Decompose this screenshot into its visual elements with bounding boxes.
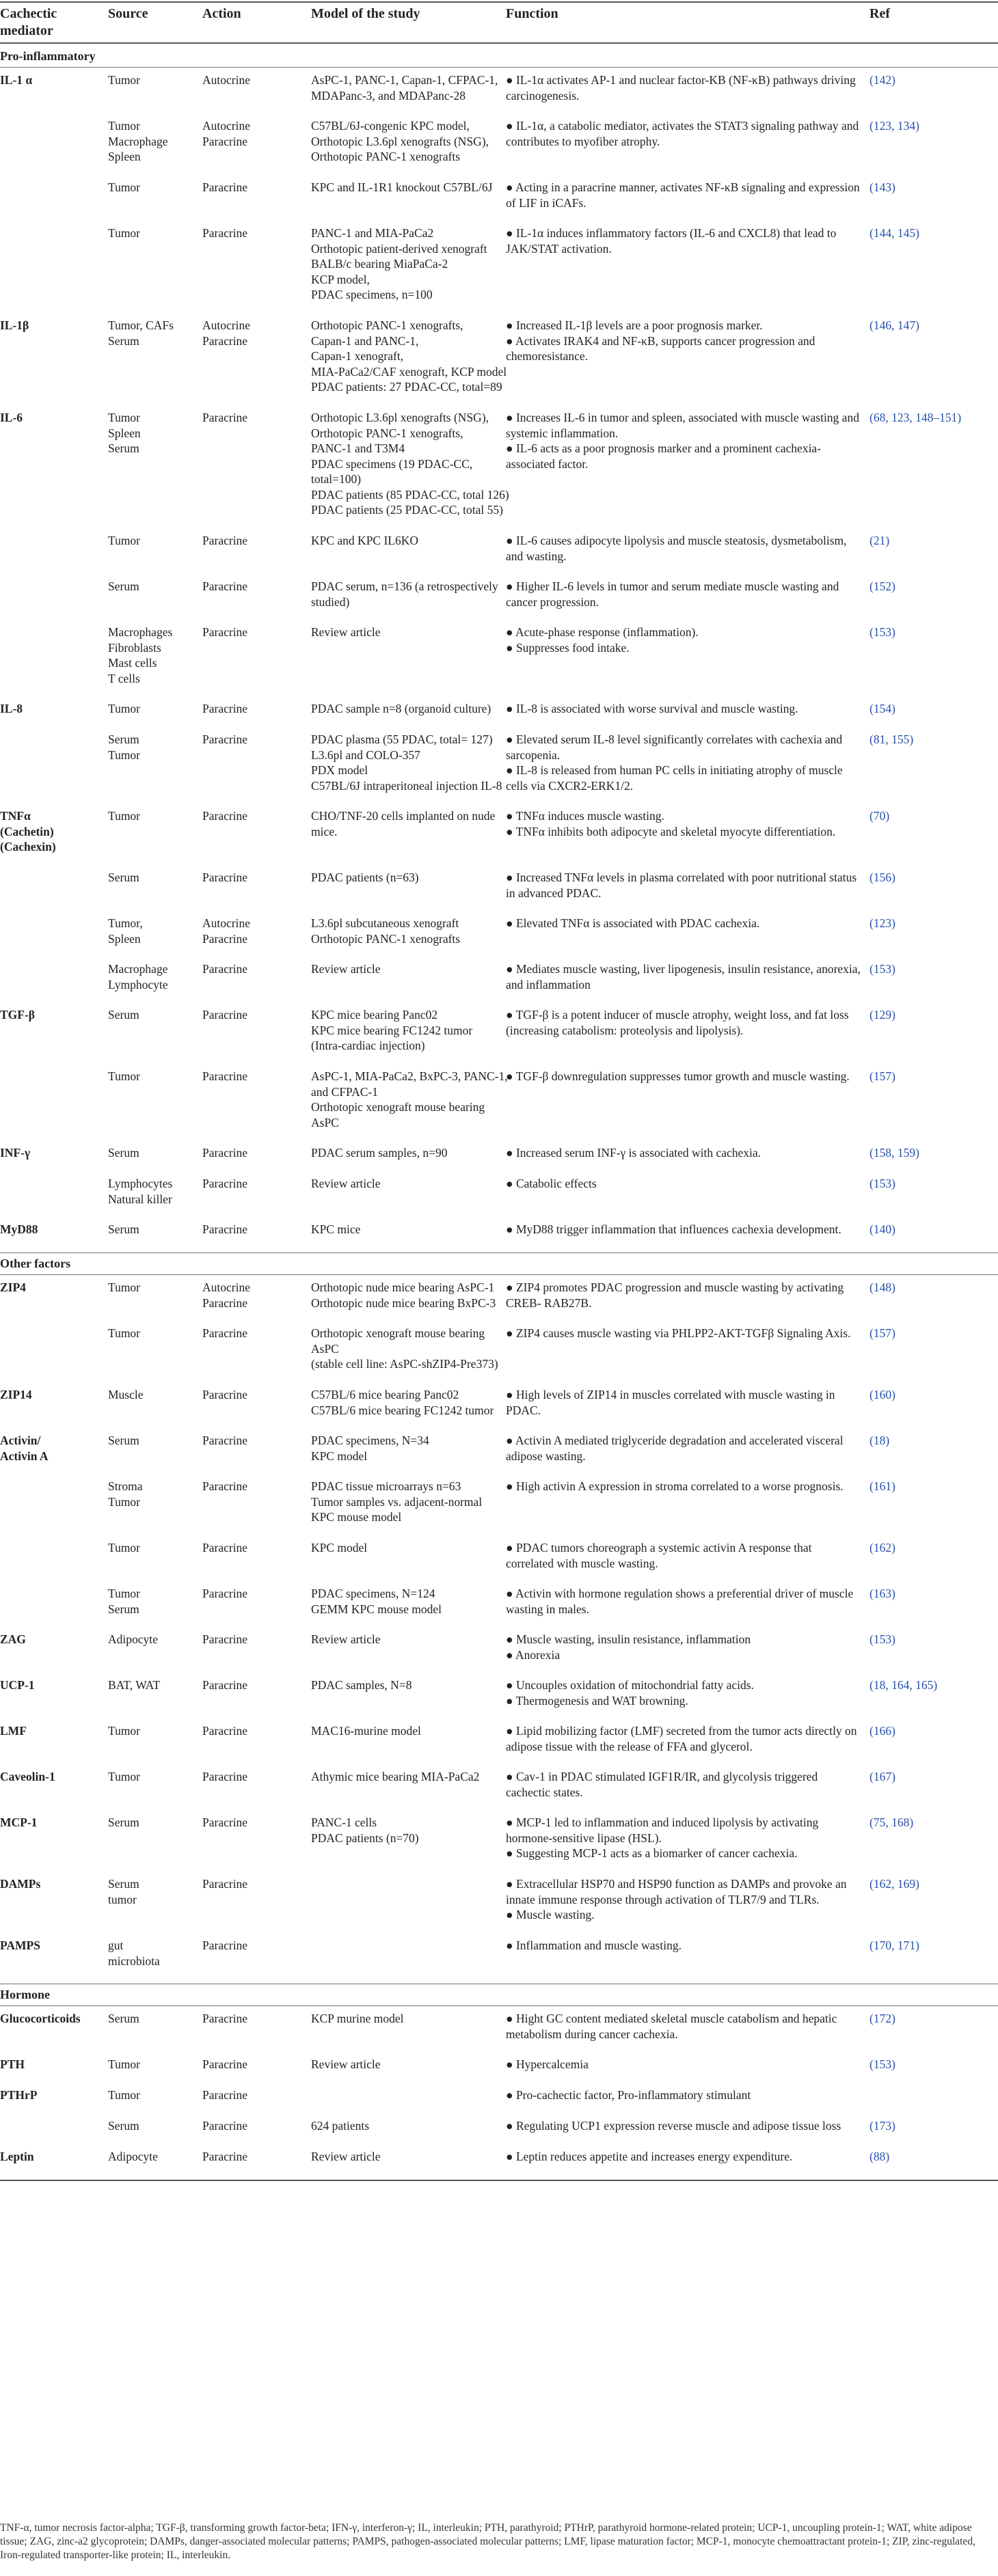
cell-ref: (160) — [869, 1388, 895, 1401]
cell-source: Serum — [108, 1222, 139, 1236]
cell-model: PANC-1 and MIA-PaCa2 Orthotopic patient-derived xenograft BALB/c bearing MiaPaCa-2 KCP model, PDAC specimens, n=100 — [311, 226, 487, 301]
cell-function: ● Lipid mobilizing factor (LMF) secreted from the tumor acts directly on adipose tissue with the release of FFA and glycerol. — [506, 1724, 857, 1753]
cell-model: KCP murine model — [311, 2012, 404, 2025]
cell-function: ● IL-8 is associated with worse survival and muscle wasting. — [506, 702, 798, 715]
cell-action: Autocrine Paracrine — [202, 119, 250, 148]
cell-ref: (21) — [869, 534, 890, 547]
cell-source: Adipocyte — [108, 2150, 158, 2163]
cell-action: Autocrine — [202, 73, 250, 87]
cell-function: ● Hight GC content mediated skeletal muscle catabolism and hepatic metabolism during cancer cachexia. — [506, 2012, 837, 2041]
cell-action: Paracrine — [202, 1877, 248, 1891]
cell-ref: (153) — [869, 1632, 895, 1646]
cell-mediator: ZIP4 — [0, 1280, 26, 1294]
cell-mediator: Activin/ Activin A — [0, 1434, 49, 1463]
cell-model: KPC and KPC IL6KO — [311, 534, 419, 547]
cell-action: Paracrine — [202, 1434, 248, 1447]
table-rule — [0, 1252, 998, 1253]
cell-function: ● Muscle wasting, insulin resistance, inflammation ● Anorexia — [506, 1632, 751, 1662]
cell-ref: (142) — [869, 73, 895, 87]
cell-action: Paracrine — [202, 732, 248, 746]
cell-mediator: UCP-1 — [0, 1678, 35, 1692]
cell-function: ● Extracellular HSP70 and HSP90 function as DAMPs and provoke an innate immune response through activation of TLR7/9 and TLRs. ● Muscle wasting. — [506, 1877, 847, 1921]
cell-ref: (75, 168) — [869, 1815, 914, 1829]
cell-function: ● MCP-1 led to inflammation and induced lipolysis by activating hormone-sensitive lipase (HSL). ● Suggesting MCP-1 acts as a biomarker of cancer cachexia. — [506, 1815, 819, 1860]
cell-mediator: Leptin — [0, 2150, 34, 2163]
cell-mediator: MyD88 — [0, 1222, 38, 1236]
cell-model: Orthotopic L3.6pl xenografts (NSG), Orthotopic PANC-1 xenografts, PANC-1 and T3M4 PDAC specimens (19 PDAC-CC, total=100) PDAC patients (85 PDAC-CC, total 126) PDAC patients (25 PDAC-CC, total 55) — [311, 411, 509, 517]
cell-action: Paracrine — [202, 1724, 248, 1738]
cell-ref: (18) — [869, 1434, 890, 1447]
cell-action: Paracrine — [202, 1008, 248, 1022]
cell-ref: (157) — [869, 1326, 895, 1340]
cell-model: 624 patients — [311, 2119, 370, 2133]
cell-action: Paracrine — [202, 871, 248, 884]
cell-model: PDAC serum samples, n=90 — [311, 1146, 448, 1160]
cell-source: Tumor — [108, 2057, 141, 2071]
section-heading: Other factors — [0, 1257, 71, 1270]
cell-function: ● TGF-β downregulation suppresses tumor growth and muscle wasting. — [506, 1069, 850, 1083]
cell-function: ● Increased serum INF-γ is associated with cachexia. — [506, 1146, 761, 1160]
cell-source: Tumor — [108, 1724, 141, 1738]
cell-ref: (152) — [869, 579, 895, 593]
cell-model: PDAC specimens, N=124 GEMM KPC mouse model — [311, 1587, 442, 1616]
cell-model: KPC mice — [311, 1222, 361, 1236]
table-footnote: TNF-α, tumor necrosis factor-alpha; TGF-β, transforming growth factor-beta; IFN-γ, interferon-γ; IL, interleukin; PTH, parathyroid; PTHrP, parathyroid hormone-related protein; UCP-1, uncoupling protein-1; WAT, white adipose tissue; ZAG, zinc-a2 glycoprotein; DAMPs, danger-associated molecular patterns; PAMPS, pathogen-associated molecular patterns; LMF, lipase maturation factor; MCP-1, monocyte chemoattractant protein-1; ZIP, zinc-regulated, Iron-regulated transporter-like protein; IL, interleukin. — [0, 2522, 975, 2561]
cell-source: Tumor — [108, 2088, 141, 2102]
cell-ref: (156) — [869, 871, 895, 884]
cell-function: ● Regulating UCP1 expression reverse muscle and adipose tissue loss — [506, 2119, 841, 2133]
cell-function: ● High activin A expression in stroma correlated to a worse prognosis. — [506, 1479, 844, 1493]
cell-mediator: LMF — [0, 1724, 27, 1738]
cell-source: Macrophages Fibroblasts Mast cells T cells — [108, 625, 173, 685]
cell-action: Paracrine — [202, 2012, 248, 2025]
cell-model: C57BL/6 mice bearing Panc02 C57BL/6 mice bearing FC1242 tumor — [311, 1388, 494, 1417]
cell-ref: (170, 171) — [869, 1938, 919, 1952]
cell-source: Serum — [108, 1434, 139, 1447]
cell-mediator: Glucocorticoids — [0, 2012, 81, 2025]
cell-ref: (140) — [869, 1222, 895, 1236]
cell-ref: (153) — [869, 2057, 895, 2071]
cell-model: MAC16-murine model — [311, 1724, 421, 1738]
cell-function: ● Pro-cachectic factor, Pro-inflammatory stimulant — [506, 2088, 751, 2102]
cell-action: Paracrine — [202, 1815, 248, 1829]
cell-model: PDAC samples, N=8 — [311, 1678, 412, 1692]
cell-action: Paracrine — [202, 702, 248, 715]
cell-ref: (158, 159) — [869, 1146, 919, 1160]
table-rule — [0, 67, 998, 68]
cell-source: Serum — [108, 871, 139, 884]
cell-source: Serum tumor — [108, 1877, 139, 1906]
cell-ref: (144, 145) — [869, 226, 919, 240]
cell-model: Orthotopic xenograft mouse bearing AsPC (stable cell line: AsPC-shZIP4-Pre373) — [311, 1326, 498, 1371]
cell-source: Serum — [108, 1008, 139, 1022]
cell-function: ● Elevated TNFα is associated with PDAC cachexia. — [506, 916, 760, 930]
cell-function: ● Mediates muscle wasting, liver lipogenesis, insulin resistance, anorexia, and inflammation — [506, 962, 861, 991]
cell-model: AsPC-1, PANC-1, Capan-1, CFPAC-1, MDAPanc-3, and MDAPanc-28 — [311, 73, 498, 102]
cell-ref: (173) — [869, 2119, 895, 2133]
cell-source: Tumor — [108, 226, 141, 240]
cell-function: ● MyD88 trigger inflammation that influences cachexia development. — [506, 1222, 841, 1236]
cell-source: Tumor — [108, 1326, 141, 1340]
cell-model: AsPC-1, MIA-PaCa2, BxPC-3, PANC-1, and CFPAC-1 Orthotopic xenograft mouse bearing AsPC — [311, 1069, 508, 1129]
cell-ref: (123) — [869, 916, 895, 930]
cell-mediator: PAMPS — [0, 1938, 40, 1952]
cell-model: PDAC sample n=8 (organoid culture) — [311, 702, 491, 715]
cell-action: Paracrine — [202, 1770, 248, 1783]
cell-model: KPC mice bearing Panc02 KPC mice bearing FC1242 tumor (Intra-cardiac injection) — [311, 1008, 473, 1052]
cell-ref: (162, 169) — [869, 1877, 919, 1891]
cell-function: ● Hypercalcemia — [506, 2057, 589, 2071]
header-mediator: Cachectic mediator — [0, 6, 57, 38]
cell-source: Tumor — [108, 1280, 141, 1294]
cell-function: ● High levels of ZIP14 in muscles correlated with muscle wasting in PDAC. — [506, 1388, 835, 1417]
cell-action: Paracrine — [202, 534, 248, 547]
cell-mediator: IL-1 α — [0, 73, 33, 87]
header-function: Function — [506, 6, 558, 21]
cell-function: ● Elevated serum IL-8 level significantly correlates with cachexia and sarcopenia. ● IL-8 is released from human PC cells in initiating atrophy of muscle cells via CXCR2-ERK1/2. — [506, 732, 843, 793]
cell-ref: (88) — [869, 2150, 890, 2163]
cell-action: Paracrine — [202, 1222, 248, 1236]
cell-ref: (153) — [869, 962, 895, 976]
cell-ref: (153) — [869, 1177, 895, 1190]
cell-action: Paracrine — [202, 625, 248, 639]
cell-action: Paracrine — [202, 226, 248, 240]
cell-model: Review article — [311, 625, 381, 639]
cell-model: Orthotopic nude mice bearing AsPC-1 Orthotopic nude mice bearing BxPC-3 — [311, 1280, 496, 1310]
cell-mediator: ZAG — [0, 1632, 26, 1646]
cell-action: Paracrine — [202, 1388, 248, 1401]
cell-action: Paracrine — [202, 180, 248, 194]
cell-function: ● PDAC tumors choreograph a systemic activin A response that correlated with muscle wasting. — [506, 1541, 812, 1570]
cell-model: CHO/TNF-20 cells implanted on nude mice. — [311, 809, 496, 838]
cell-ref: (70) — [869, 809, 890, 823]
cell-ref: (157) — [869, 1069, 895, 1083]
cell-function: ● Activin with hormone regulation shows a preferential driver of muscle wasting in males. — [506, 1587, 854, 1616]
cell-action: Autocrine Paracrine — [202, 916, 250, 946]
cell-ref: (68, 123, 148–151) — [869, 411, 962, 424]
header-model: Model of the study — [311, 6, 420, 21]
table-rule — [0, 1, 998, 3]
cell-model: PDAC tissue microarrays n=63 Tumor samples vs. adjacent-normal KPC mouse model — [311, 1479, 483, 1524]
cell-model: PDAC serum, n=136 (a retrospectively studied) — [311, 579, 498, 609]
cell-model: Athymic mice bearing MIA-PaCa2 — [311, 1770, 480, 1783]
cell-mediator: TGF-β — [0, 1008, 36, 1022]
cell-action: Autocrine Paracrine — [202, 318, 250, 348]
cell-ref: (129) — [869, 1008, 895, 1022]
cell-function: ● Acting in a paracrine manner, activates NF-κB signaling and expression of LIF in iCAFs. — [506, 180, 860, 210]
cell-function: ● IL-6 causes adipocyte lipolysis and muscle steatosis, dysmetabolism, and wasting. — [506, 534, 847, 563]
cell-action: Paracrine — [202, 1177, 248, 1190]
table-rule — [0, 2180, 998, 2181]
cell-function: ● TGF-β is a potent inducer of muscle atrophy, weight loss, and fat loss (increasing catabolism: proteolysis and lipolysis). — [506, 1008, 849, 1037]
cell-model: Review article — [311, 2057, 381, 2071]
cell-mediator: IL-8 — [0, 702, 23, 715]
cell-function: ● Catabolic effects — [506, 1177, 597, 1190]
cell-ref: (172) — [869, 2012, 895, 2025]
cell-model: KPC and IL-1R1 knockout C57BL/6J — [311, 180, 493, 194]
cell-function: ● Cav-1 in PDAC stimulated IGF1R/IR, and glycolysis triggered cachectic states. — [506, 1770, 818, 1799]
cell-ref: (163) — [869, 1587, 895, 1600]
cell-source: Tumor — [108, 1770, 141, 1783]
cell-ref: (81, 155) — [869, 732, 914, 746]
header-ref: Ref — [869, 6, 890, 21]
cell-action: Paracrine — [202, 1938, 248, 1952]
cell-source: Adipocyte — [108, 1632, 158, 1646]
table-rule — [0, 1274, 998, 1275]
cell-function: ● IL-1α activates AP-1 and nuclear factor-KB (NF-κB) pathways driving carcinogenesis. — [506, 73, 856, 102]
cell-action: Paracrine — [202, 2150, 248, 2163]
cell-function: ● Increases IL-6 in tumor and spleen, associated with muscle wasting and systemic inflammation. ● IL-6 acts as a poor prognosis marker and a prominent cachexia-associated factor. — [506, 411, 859, 471]
cell-source: Serum — [108, 1815, 139, 1829]
cell-function: ● Leptin reduces appetite and increases energy expenditure. — [506, 2150, 793, 2163]
cell-function: ● Uncouples oxidation of mitochondrial fatty acids. ● Thermogenesis and WAT browning. — [506, 1678, 754, 1708]
cell-model: Review article — [311, 962, 381, 976]
cell-model: Orthotopic PANC-1 xenografts, Capan-1 and PANC-1, Capan-1 xenograft, MIA-PaCa2/CAF xenograft, KCP model PDAC patients: 27 PDAC-CC, total=89 — [311, 318, 507, 394]
cell-source: Tumor — [108, 534, 141, 547]
cell-function: ● IL-1α induces inflammatory factors (IL-6 and CXCL8) that lead to JAK/STAT activation. — [506, 226, 837, 256]
table-rule — [0, 2005, 998, 2006]
cell-ref: (154) — [869, 702, 895, 715]
cell-model: KPC model — [311, 1541, 368, 1554]
cell-mediator: DAMPs — [0, 1877, 41, 1891]
cell-source: Lymphocytes Natural killer — [108, 1177, 173, 1206]
cell-action: Paracrine — [202, 579, 248, 593]
cell-source: Macrophage Lymphocyte — [108, 962, 168, 991]
cell-action: Paracrine — [202, 1541, 248, 1554]
cell-model: PDAC patients (n=63) — [311, 871, 419, 884]
cell-source: Tumor — [108, 702, 141, 715]
cell-source: Muscle — [108, 1388, 144, 1401]
cell-source: BAT, WAT — [108, 1678, 161, 1692]
cell-function: ● ZIP4 promotes PDAC progression and muscle wasting by activating CREB- RAB27B. — [506, 1280, 844, 1310]
cell-action: Paracrine — [202, 1479, 248, 1493]
cell-source: Serum Tumor — [108, 732, 141, 762]
cell-ref: (123, 134) — [869, 119, 919, 133]
cell-function: ● Higher IL-6 levels in tumor and serum mediate muscle wasting and cancer progression. — [506, 579, 839, 609]
cell-action: Paracrine — [202, 1632, 248, 1646]
cell-model: C57BL/6J-congenic KPC model, Orthotopic L3.6pl xenografts (NSG), Orthotopic PANC-1 xenografts — [311, 119, 489, 163]
cell-function: ● Activin A mediated triglyceride degradation and accelerated visceral adipose wasting. — [506, 1434, 844, 1463]
cell-ref: (146, 147) — [869, 318, 919, 332]
cell-model: PANC-1 cells PDAC patients (n=70) — [311, 1815, 419, 1845]
cell-model: PDAC specimens, N=34 KPC model — [311, 1434, 429, 1463]
cell-source: Tumor, Spleen — [108, 916, 143, 946]
cell-ref: (18, 164, 165) — [869, 1678, 938, 1692]
cell-mediator: INF-γ — [0, 1146, 31, 1160]
cell-ref: (161) — [869, 1479, 895, 1493]
header-source: Source — [108, 6, 148, 21]
section-heading: Hormone — [0, 1988, 50, 2001]
cell-mediator: IL-1β — [0, 318, 29, 332]
cell-source: Stroma Tumor — [108, 1479, 143, 1509]
cell-function: ● Increased IL-1β levels are a poor prognosis marker. ● Activates IRAK4 and NF-κB, supports cancer progression and chemoresistance. — [506, 318, 815, 363]
cell-action: Autocrine Paracrine — [202, 1280, 250, 1310]
section-heading: Pro-inflammatory — [0, 49, 96, 63]
cell-function: ● ZIP4 causes muscle wasting via PHLPP2-AKT-TGFβ Signaling Axis. — [506, 1326, 851, 1340]
cell-ref: (167) — [869, 1770, 895, 1783]
cell-action: Paracrine — [202, 2057, 248, 2071]
cell-source: Tumor — [108, 180, 141, 194]
cell-source: Serum — [108, 2119, 139, 2133]
cell-mediator: PTH — [0, 2057, 25, 2071]
cell-ref: (162) — [869, 1541, 895, 1554]
cell-ref: (166) — [869, 1724, 895, 1738]
cell-ref: (143) — [869, 180, 895, 194]
cell-action: Paracrine — [202, 1146, 248, 1160]
cell-source: Serum — [108, 579, 139, 593]
cell-model: L3.6pl subcutaneous xenograft Orthotopic PANC-1 xenografts — [311, 916, 461, 946]
cell-function: ● IL-1α, a catabolic mediator, activates the STAT3 signaling pathway and contributes to myofiber atrophy. — [506, 119, 859, 148]
cell-mediator: PTHrP — [0, 2088, 38, 2102]
cell-mediator: IL-6 — [0, 411, 23, 424]
cell-ref: (148) — [869, 1280, 895, 1294]
cell-action: Paracrine — [202, 1678, 248, 1692]
cell-model: PDAC plasma (55 PDAC, total= 127) L3.6pl and COLO-357 PDX model C57BL/6J intraperitoneal injection IL-8 — [311, 732, 502, 793]
cell-ref: (153) — [869, 625, 895, 639]
cell-mediator: MCP-1 — [0, 1815, 38, 1829]
cell-source: Tumor Macrophage Spleen — [108, 119, 168, 163]
cell-model: Review article — [311, 1177, 381, 1190]
cell-action: Paracrine — [202, 1069, 248, 1083]
cell-function: ● Increased TNFα levels in plasma correlated with poor nutritional status in advanced PDAC. — [506, 871, 857, 900]
cell-source: Tumor — [108, 1069, 141, 1083]
cell-function: ● Acute-phase response (inflammation). ● Suppresses food intake. — [506, 625, 699, 655]
cell-mediator: Caveolin-1 — [0, 1770, 55, 1783]
cell-source: Serum — [108, 2012, 139, 2025]
cell-source: Tumor Serum — [108, 1587, 141, 1616]
cell-source: Tumor — [108, 1541, 141, 1554]
cell-action: Paracrine — [202, 2088, 248, 2102]
cell-source: Tumor Spleen Serum — [108, 411, 141, 455]
cell-action: Paracrine — [202, 809, 248, 823]
cell-source: Tumor, CAFs Serum — [108, 318, 174, 348]
cell-source: Tumor — [108, 809, 141, 823]
header-action: Action — [202, 6, 241, 21]
cell-model: Review article — [311, 1632, 381, 1646]
cell-model: Review article — [311, 2150, 381, 2163]
cell-source: gut microbiota — [108, 1938, 160, 1968]
cell-source: Tumor — [108, 73, 141, 87]
cell-action: Paracrine — [202, 1326, 248, 1340]
cell-source: Serum — [108, 1146, 139, 1160]
cell-action: Paracrine — [202, 1587, 248, 1600]
cell-mediator: TNFα (Cachetin) (Cachexin) — [0, 809, 56, 853]
cell-function: ● Inflammation and muscle wasting. — [506, 1938, 682, 1952]
table-rule — [0, 42, 998, 44]
cell-function: ● TNFα induces muscle wasting. ● TNFα inhibits both adipocyte and skeletal myocyte differentiation. — [506, 809, 836, 838]
cell-action: Paracrine — [202, 2119, 248, 2133]
cell-mediator: ZIP14 — [0, 1388, 32, 1401]
cell-action: Paracrine — [202, 962, 248, 976]
cell-action: Paracrine — [202, 411, 248, 424]
